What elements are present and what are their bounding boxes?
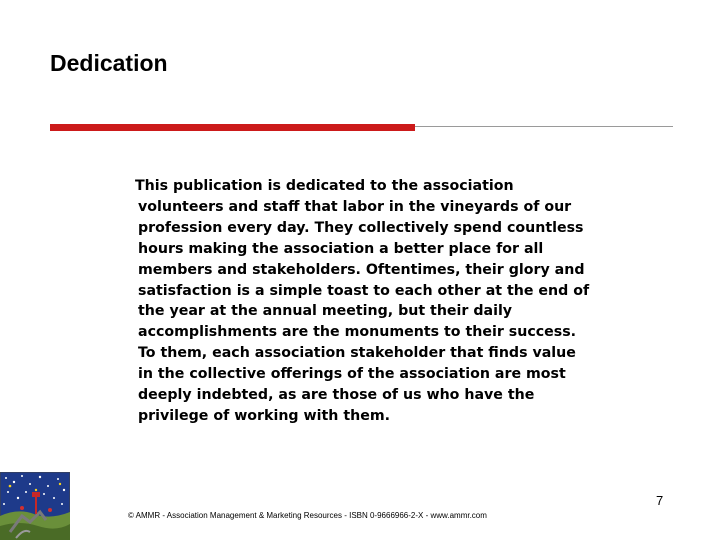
- text-line: This publication is dedicated to the association: [135, 178, 514, 194]
- title-underline-gray: [415, 126, 673, 127]
- text-line: deeply indebted, as are those of us who have the: [138, 387, 535, 404]
- text-line: satisfaction is a simple toast to each other at the end of: [138, 282, 590, 299]
- dedication-text: [135, 176, 638, 427]
- starry-night-vineyard-logo-icon: [0, 472, 70, 540]
- footer-copyright: © AMMR - Association Management & Marketing Resources - ISBN 0-9666966-2-X - www.ammr.com: [128, 511, 487, 520]
- title-underline-red: [50, 124, 415, 131]
- text-line: hours making the association a better place for all: [138, 240, 544, 257]
- text-line: in the collective offerings of the association are most: [138, 366, 566, 383]
- text-line: To them, each association stakeholder that finds value: [138, 345, 576, 362]
- text-line: accomplishments are the monuments to their success.: [138, 324, 577, 341]
- text-line: volunteers and staff that labor in the vineyards of our: [138, 198, 572, 215]
- text-line: the year at the annual meeting, but their daily: [138, 303, 513, 320]
- text-line: members and stakeholders. Oftentimes, their glory and: [138, 261, 585, 278]
- page-number: 7: [656, 493, 664, 508]
- slide-title: Dedication: [50, 50, 168, 76]
- text-line: profession every day. They collectively spend countless: [138, 219, 584, 236]
- text-line: privilege of working with them.: [138, 407, 391, 424]
